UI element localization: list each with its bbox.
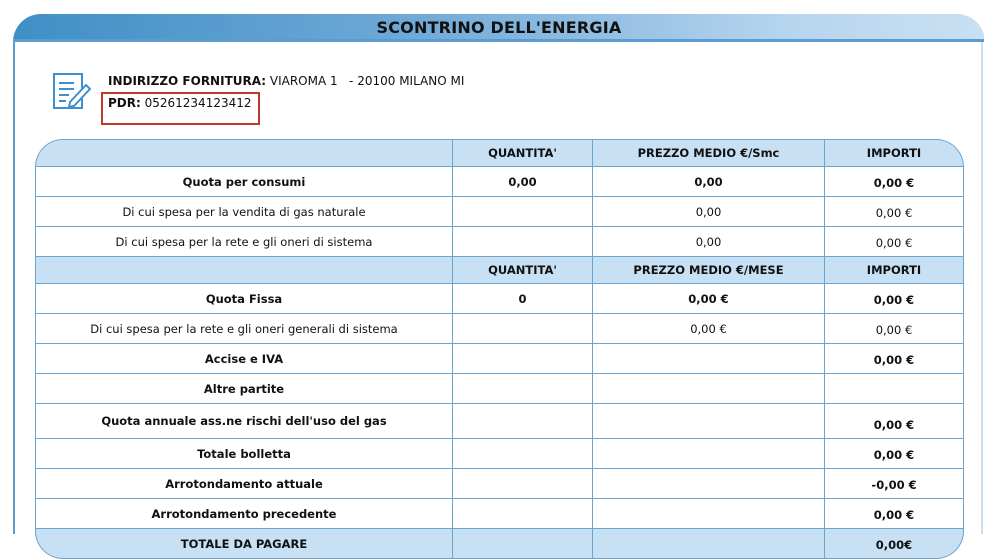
row-amount	[825, 374, 964, 404]
header-desc	[35, 139, 453, 167]
address-label: INDIRIZZO FORNITURA:	[108, 74, 267, 88]
row-amount: 0,00 €	[825, 314, 964, 344]
table-row	[35, 227, 964, 257]
table-row	[35, 314, 964, 344]
row-amount: 0,00 €	[825, 284, 964, 314]
table-row-taxes	[35, 344, 964, 374]
row-price	[593, 374, 825, 404]
row-quantity	[453, 404, 593, 439]
row-amount: -0,00 €	[825, 469, 964, 499]
header-amount: IMPORTI	[825, 257, 964, 284]
page-title: SCONTRINO DELL'ENERGIA	[376, 18, 622, 37]
row-quantity	[453, 469, 593, 499]
table-row-bill-total	[35, 439, 964, 469]
row-desc: Totale bolletta	[35, 439, 453, 469]
table-row	[35, 197, 964, 227]
header-quantity: QUANTITA'	[453, 257, 593, 284]
row-desc: Accise e IVA	[35, 344, 453, 374]
row-amount: 0,00 €	[825, 344, 964, 374]
table-row-previous-rounding	[35, 499, 964, 529]
edit-document-icon	[52, 72, 92, 110]
table-row-current-rounding	[35, 469, 964, 499]
row-desc: Altre partite	[35, 374, 453, 404]
row-price	[593, 344, 825, 374]
total-amount: 0,00€	[825, 529, 964, 559]
row-amount: 0,00 €	[825, 404, 964, 439]
row-desc: Quota annuale ass.ne rischi dell'uso del gas	[35, 404, 453, 439]
table-row-consumption	[35, 167, 964, 197]
table-row-gas-insurance	[35, 404, 964, 439]
row-price: 0,00 €	[593, 284, 825, 314]
row-desc: Arrotondamento attuale	[35, 469, 453, 499]
table-row-other-items	[35, 374, 964, 404]
row-desc: Quota per consumi	[35, 167, 453, 197]
row-quantity	[453, 197, 593, 227]
row-price	[593, 469, 825, 499]
row-desc: Arrotondamento precedente	[35, 499, 453, 529]
row-price: 0,00	[593, 197, 825, 227]
header-quantity: QUANTITA'	[453, 139, 593, 167]
row-price	[593, 499, 825, 529]
supply-address	[108, 74, 464, 88]
table-header-row	[35, 139, 964, 167]
header-avg-price: PREZZO MEDIO €/MESE	[593, 257, 825, 284]
row-desc: Di cui spesa per la rete e gli oneri generali di sistema	[35, 314, 453, 344]
pdr-highlight-box	[101, 92, 260, 125]
address-value: VIAROMA 1 - 20100 MILANO MI	[266, 74, 465, 88]
row-quantity	[453, 314, 593, 344]
row-quantity	[453, 499, 593, 529]
row-quantity: 0	[453, 284, 593, 314]
row-amount: 0,00 €	[825, 197, 964, 227]
row-price: 0,00 €	[593, 314, 825, 344]
row-price	[593, 404, 825, 439]
row-desc: Di cui spesa per la vendita di gas naturale	[35, 197, 453, 227]
row-quantity	[453, 374, 593, 404]
pdr-label: PDR:	[108, 96, 141, 110]
row-amount: 0,00 €	[825, 439, 964, 469]
table-row-fixed-fee	[35, 284, 964, 314]
pdr-value: 05261234123412	[140, 96, 252, 110]
row-price: 0,00	[593, 227, 825, 257]
row-quantity	[453, 439, 593, 469]
total-quantity	[453, 529, 593, 559]
row-price	[593, 439, 825, 469]
header-avg-price: PREZZO MEDIO €/Smc	[593, 139, 825, 167]
row-amount: 0,00 €	[825, 227, 964, 257]
row-amount: 0,00 €	[825, 167, 964, 197]
row-quantity: 0,00	[453, 167, 593, 197]
row-amount: 0,00 €	[825, 499, 964, 529]
total-label: TOTALE DA PAGARE	[35, 529, 453, 559]
header-amount: IMPORTI	[825, 139, 964, 167]
row-quantity	[453, 227, 593, 257]
table-subheader-row	[35, 257, 964, 284]
row-desc: Quota Fissa	[35, 284, 453, 314]
header-desc	[35, 257, 453, 284]
row-price: 0,00	[593, 167, 825, 197]
energy-receipt-table	[35, 139, 964, 559]
total-price	[593, 529, 825, 559]
row-desc: Di cui spesa per la rete e gli oneri di sistema	[35, 227, 453, 257]
row-quantity	[453, 344, 593, 374]
card-header	[13, 14, 984, 42]
table-total-row	[35, 529, 964, 559]
